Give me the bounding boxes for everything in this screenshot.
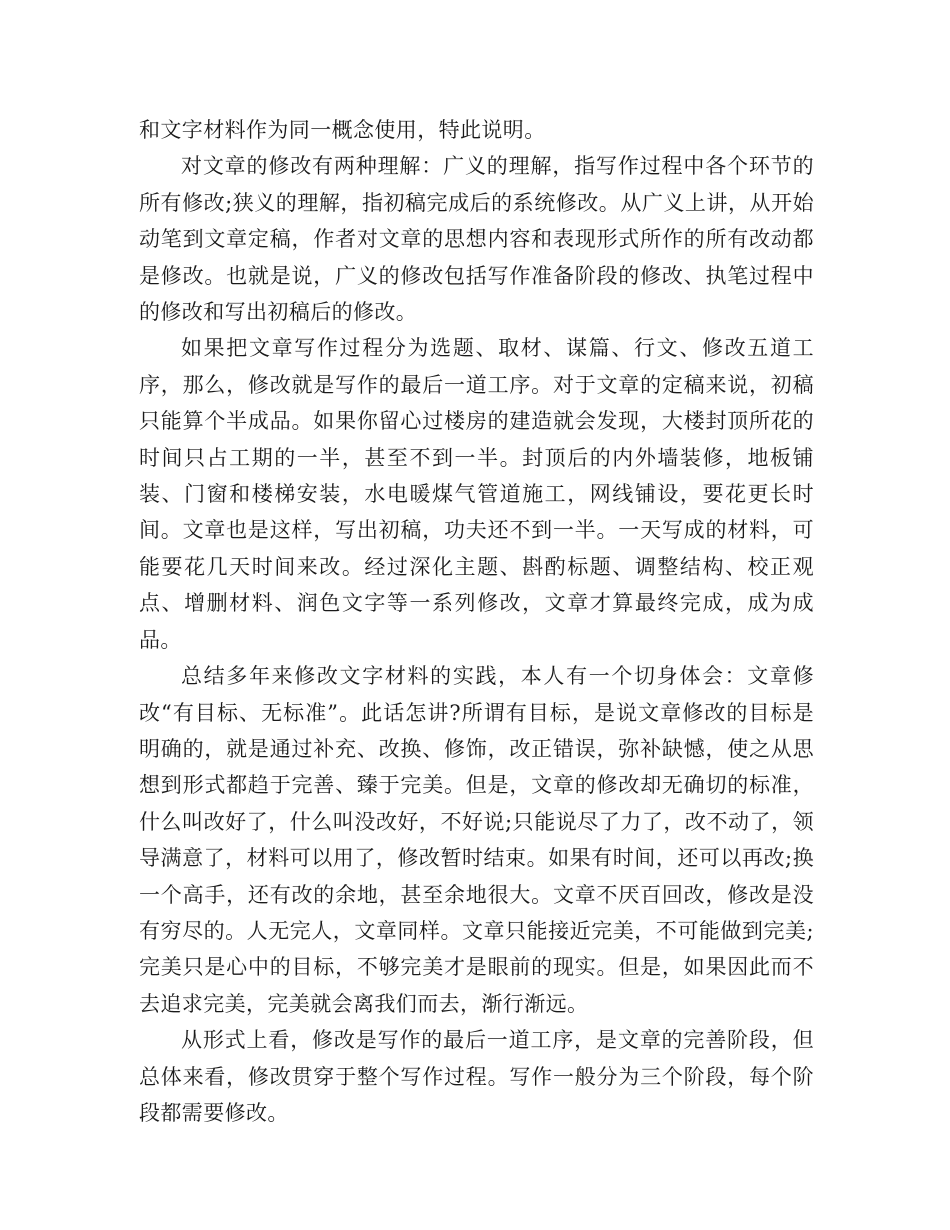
paragraph-continued: 和文字材料作为同一概念使用，特此说明。 [139, 118, 546, 142]
paragraph-revision-experience: 总结多年来修改文字材料的实践，本人有一个切身体会：文章修改“有目标、无标准”。此话怎讲?所谓有目标，是说文章修改的目标是明确的，就是通过补充、改换、修饰，改正错误，弥补缺憾，使之从思想到形式都趋于完善、臻于完美。但是，文章的修改却无确切的标准，什么叫改好了，什么叫没改好，不好说;只能说尽了力了，改不动了，领导满意了，材料可以用了，修改暂时结束。如果有时间，还可以再改;换一个高手，还有改的余地，甚至余地很大。文章不厌百回改，修改是没有穷尽的。人无完人，文章同样。文章只能接近完美，不可能做到完美;完美只是心中的目标，不够完美才是眼前的现实。但是，如果因此而不去追求完美，完美就会离我们而去，渐行渐远。 [139, 664, 814, 1016]
paragraph-revision-definition: 对文章的修改有两种理解：广义的理解，指写作过程中各个环节的所有修改;狭义的理解，指初稿完成后的系统修改。从广义上讲，从开始动笔到文章定稿，作者对文章的思想内容和表现形式所作的所有改动都是修改。也就是说，广义的修改包括写作准备阶段的修改、执笔过程中的修改和写出初稿后的修改。 [139, 154, 814, 325]
document-body [139, 112, 814, 1131]
paragraph-revision-stages: 从形式上看，修改是写作的最后一道工序，是文章的完善阶段，但总体来看，修改贯穿于整个写作过程。写作一般分为三个阶段，每个阶段都需要修改。 [139, 1028, 814, 1125]
paragraph-writing-process: 如果把文章写作过程分为选题、取材、谋篇、行文、修改五道工序，那么，修改就是写作的最后一道工序。对于文章的定稿来说，初稿只能算个半成品。如果你留心过楼房的建造就会发现，大楼封顶所花的时间只占工期的一半，甚至不到一半。封顶后的内外墙装修，地板铺装、门窗和楼梯安装，水电暖煤气管道施工，网线铺设，要花更长时间。文章也是这样，写出初稿，功夫还不到一半。一天写成的材料，可能要花几天时间来改。经过深化主题、斟酌标题、调整结构、校正观点、增删材料、润色文字等一系列修改，文章才算最终完成，成为成品。 [139, 336, 814, 652]
